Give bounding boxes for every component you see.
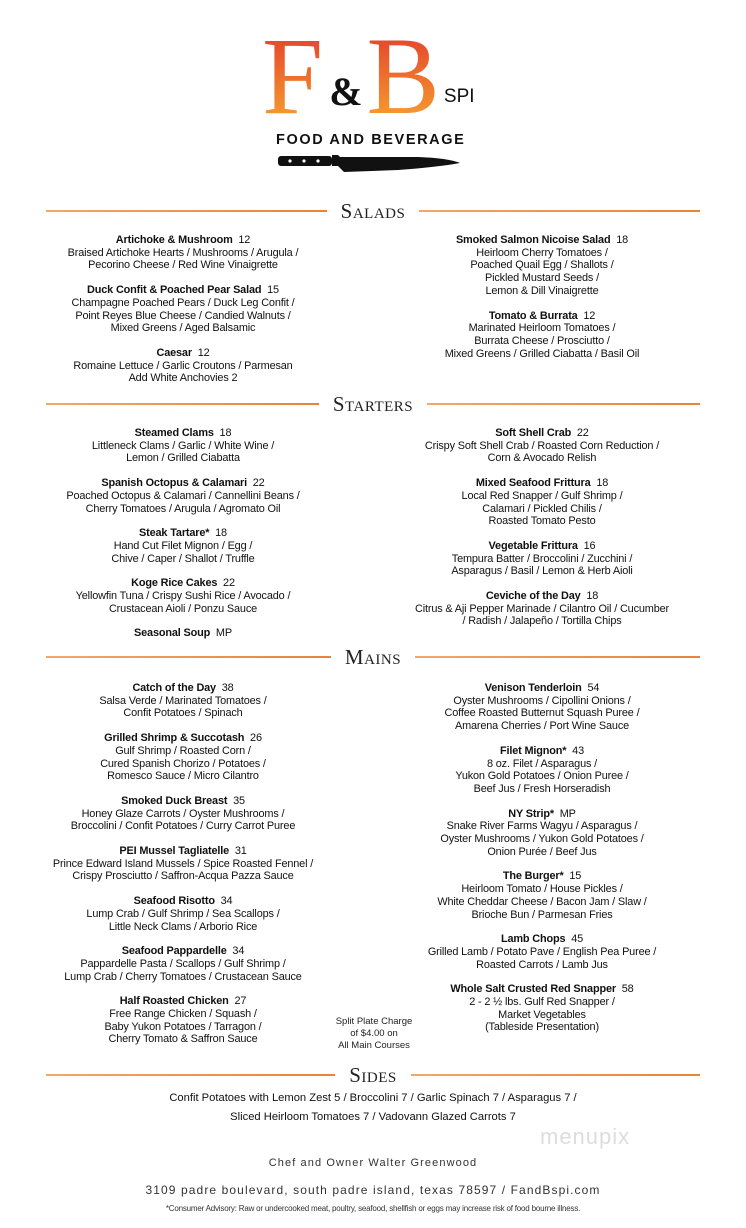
item-name: Soft Shell Crab	[495, 427, 572, 439]
item-price: 12	[197, 346, 210, 359]
item-name: Seasonal Soup	[134, 627, 211, 640]
item-name: Smoked Duck Breast	[121, 794, 228, 807]
watermark: menupix	[540, 1124, 631, 1149]
item-description-line: Point Reyes Blue Cheese / Candied Walnuts /	[75, 309, 291, 322]
item-price: 12	[238, 234, 251, 246]
item-price: 15	[267, 284, 279, 297]
item-description-line: Crustacean Aioli / Ponzu Sauce	[108, 602, 258, 615]
logo-spi: SPI	[443, 86, 475, 107]
item-description-line: Yukon Gold Potatoes / Onion Puree /	[455, 770, 629, 783]
item-price: 18	[219, 427, 232, 439]
item-description-line: Gulf Shrimp / Roasted Corn /	[115, 744, 251, 757]
menu-item	[33, 995, 333, 1046]
item-description-line: Poached Quail Egg / Shallots /	[470, 259, 614, 272]
item-description-line: Cured Spanish Chorizo / Potatoes /	[100, 757, 266, 770]
item-description-line: Marinated Heirloom Tomatoes /	[468, 322, 616, 335]
divider	[427, 403, 700, 405]
item-name: Spanish Octopus & Calamari	[101, 477, 247, 490]
item-name: Vegetable Frittura	[488, 539, 578, 552]
menu-item	[33, 427, 333, 465]
item-description-line: Lump Crab / Gulf Shrimp / Sea Scallops /	[86, 907, 280, 920]
address: 3109 padre boulevard, south padre island, texas 78597 / FandBspi.com	[145, 1183, 601, 1197]
item-description-line: Mixed Greens / Grilled Ciabatta / Basil Oil	[444, 347, 640, 360]
item-price: 27	[234, 995, 247, 1008]
item-description-line: Hand Cut Filet Mignon / Egg /	[113, 539, 253, 552]
item-name: Steamed Clams	[134, 427, 214, 439]
menu-item	[33, 795, 333, 833]
item-name: The Burger*	[502, 870, 564, 883]
item-name: Catch of the Day	[132, 682, 216, 694]
section-header-starters	[46, 391, 700, 416]
item-description-line: Asparagus / Basil / Lemon & Herb Aioli	[451, 565, 633, 578]
item-description-line: Littleneck Clams / Garlic / White Wine /	[91, 439, 275, 452]
item-description-line: Roasted Carrots / Lamb Jus	[476, 958, 608, 971]
logo-b: B	[366, 15, 440, 137]
item-price: 43	[572, 744, 584, 757]
item-description-line: Romesco Sauce / Micro Cilantro	[107, 770, 259, 783]
item-name: Smoked Salmon Nicoise Salad	[455, 234, 611, 246]
sides-line: Confit Potatoes with Lemon Zest 5 / Broccolini 7 / Garlic Spinach 7 / Asparagus 7 /	[169, 1092, 577, 1104]
item-description-line: Pappardelle Pasta / Scallops / Gulf Shrimp /	[80, 957, 286, 970]
section-header-sides	[46, 1062, 700, 1087]
item-price: 45	[571, 933, 584, 946]
item-price: 18	[586, 590, 599, 603]
item-description-line: Burrata Cheese / Prosciutto /	[474, 334, 610, 347]
item-description-line: Snake River Farms Wagyu / Asparagus /	[446, 820, 638, 833]
item-name: Ceviche of the Day	[485, 590, 581, 603]
chef-credit: Chef and Owner Walter Greenwood	[268, 1157, 478, 1169]
item-description-line: Amarena Cherries / Port Wine Sauce	[454, 720, 630, 733]
item-name: Venison Tenderloin	[484, 682, 582, 694]
item-description-line: Prince Edward Island Mussels / Spice Roasted Fennel /	[52, 857, 314, 870]
item-description-line: Local Red Snapper / Gulf Shrimp /	[461, 489, 623, 502]
item-description-line: Tempura Batter / Broccolini / Zucchini /	[451, 552, 633, 565]
item-price: 16	[583, 539, 596, 552]
item-description-line: Citrus & Aji Pepper Marinade / Cilantro Oil / Cucumber	[415, 602, 669, 615]
item-description-line: Cherry Tomato & Saffron Sauce	[108, 1033, 258, 1046]
divider	[411, 1074, 700, 1076]
item-description-line: Mixed Greens / Aged Balsamic	[110, 322, 256, 335]
item-description-line: Pickled Mustard Seeds /	[485, 272, 599, 285]
item-name: Seafood Pappardelle	[121, 945, 227, 958]
item-description-line: Confit Potatoes / Spinach	[123, 707, 243, 720]
item-price: 22	[252, 477, 265, 490]
item-description-line: Chive / Caper / Shallot / Truffle	[111, 552, 255, 565]
item-name: Grilled Shrimp & Succotash	[104, 732, 245, 745]
item-description-line: Free Range Chicken / Squash /	[109, 1008, 257, 1021]
item-name: Whole Salt Crusted Red Snapper	[450, 983, 616, 996]
menu-item	[392, 590, 692, 628]
split-plate-line: Split Plate Charge	[335, 1016, 413, 1027]
section-title: Sides	[349, 1062, 397, 1087]
menu-item	[33, 845, 333, 883]
starters-right-column	[392, 427, 692, 640]
item-description-line: Crispy Soft Shell Crab / Roasted Corn Reduction /	[424, 439, 660, 452]
divider	[46, 1074, 335, 1076]
starters-left-column	[33, 427, 333, 652]
item-description-line: Add White Anchovies 2	[128, 372, 238, 385]
sides-list	[0, 1089, 746, 1127]
item-description-line: Baby Yukon Potatoes / Tarragon /	[104, 1020, 262, 1033]
item-description-line: Little Neck Clams / Arborio Rice	[108, 920, 258, 933]
section-title: Mains	[344, 644, 402, 669]
item-description-line: Heirloom Tomato / House Pickles /	[461, 883, 623, 896]
item-price: 38	[221, 682, 234, 694]
item-price: 22	[576, 427, 589, 439]
item-price: 34	[232, 945, 245, 958]
section-title: Starters	[332, 391, 414, 416]
item-description-line: Lump Crab / Cherry Tomatoes / Crustacean Sauce	[64, 970, 302, 983]
split-plate-line: of $4.00 on	[350, 1028, 398, 1039]
item-description-line: Pecorino Cheese / Red Wine Vinaigrette	[88, 259, 278, 272]
item-description-line: Lemon / Grilled Ciabatta	[126, 452, 240, 465]
item-description-line: Crispy Prosciutto / Saffron-Acqua Pazza Sauce	[72, 870, 294, 883]
divider	[46, 403, 319, 405]
item-description-line: Brioche Bun / Parmesan Fries	[471, 908, 613, 921]
menu-item	[392, 745, 692, 796]
menu-item	[33, 577, 333, 615]
menu-item	[33, 234, 333, 272]
divider	[415, 656, 700, 658]
item-name: NY Strip*	[508, 807, 554, 820]
mains-left-column	[33, 682, 333, 1058]
item-description-line: Grilled Lamb / Potato Pave / English Pea Puree /	[427, 945, 657, 958]
item-name: Steak Tartare*	[139, 527, 210, 540]
section-header-mains	[46, 644, 700, 669]
menu-item	[33, 945, 333, 983]
item-description-line: White Cheddar Cheese / Bacon Jam / Slaw /	[437, 895, 647, 908]
item-name: Half Roasted Chicken	[119, 995, 229, 1008]
item-description-line: Cherry Tomatoes / Arugula / Agromato Oil	[85, 502, 281, 515]
item-price: 22	[223, 577, 235, 590]
item-price: 12	[583, 309, 596, 322]
menu-item	[392, 427, 692, 465]
menu-item	[33, 682, 333, 720]
item-description-line: (Tableside Presentation)	[485, 1021, 599, 1034]
item-name: PEI Mussel Tagliatelle	[119, 845, 230, 858]
item-description-line: Oyster Mushrooms / Yukon Gold Potatoes /	[440, 833, 644, 846]
item-description-line: Honey Glaze Carrots / Oyster Mushrooms /	[81, 807, 285, 820]
menu-item	[392, 234, 692, 298]
item-price: 15	[569, 870, 582, 883]
item-price: 31	[234, 845, 247, 858]
item-description-line: 8 oz. Filet / Asparagus /	[486, 757, 598, 770]
logo-f: F	[262, 15, 324, 137]
menu-item	[33, 527, 333, 565]
sides-line: Sliced Heirloom Tomatoes 7 / Vadovann Glazed Carrots 7	[230, 1111, 516, 1123]
item-description-line: Poached Octopus & Calamari / Cannellini Beans /	[66, 489, 300, 502]
item-description-line: Beef Jus / Fresh Horseradish	[473, 782, 611, 795]
item-description-line: Calamari / Pickled Chilis /	[482, 502, 602, 515]
item-description-line: Yellowfin Tuna / Crispy Sushi Rice / Avocado /	[75, 590, 291, 603]
split-plate-line: All Main Courses	[338, 1040, 410, 1051]
salads-left-column	[33, 234, 333, 397]
item-description-line: Corn & Avocado Relish	[487, 452, 597, 465]
item-name: Seafood Risotto	[133, 895, 215, 908]
section-header-salads	[46, 198, 700, 223]
item-description-line: / Radish / Jalapeño / Tortilla Chips	[462, 615, 622, 628]
item-description-line: Romaine Lettuce / Garlic Croutons / Parmesan	[73, 359, 293, 372]
divider	[46, 656, 331, 658]
item-name: Filet Mignon*	[499, 744, 567, 757]
item-description-line: 2 - 2 ½ lbs. Gulf Red Snapper /	[469, 996, 615, 1009]
menu-item	[392, 983, 692, 1034]
split-plate-note	[326, 1016, 422, 1052]
item-description-line: Oyster Mushrooms / Cipollini Onions /	[453, 694, 631, 707]
section-title: Salads	[340, 198, 406, 223]
item-description-line: Heirloom Cherry Tomatoes /	[476, 246, 608, 259]
menu-item	[33, 627, 333, 640]
restaurant-logo	[262, 15, 492, 180]
item-description-line: Market Vegetables	[498, 1008, 586, 1021]
item-description-line: Coffee Roasted Butternut Squash Puree /	[444, 707, 640, 720]
item-name: Tomato & Burrata	[488, 309, 578, 322]
item-price: 18	[215, 527, 227, 540]
item-price: MP	[215, 627, 232, 640]
item-price: 58	[621, 983, 634, 996]
item-price: 35	[233, 794, 245, 807]
item-description-line: Roasted Tomato Pesto	[488, 515, 596, 528]
divider	[419, 210, 700, 212]
item-price: 18	[616, 234, 629, 246]
menu-item	[33, 284, 333, 335]
item-price: MP	[559, 807, 576, 820]
item-description-line: Lemon & Dill Vinaigrette	[485, 284, 599, 297]
divider	[46, 210, 327, 212]
menu-item	[392, 870, 692, 921]
item-name: Artichoke & Mushroom	[115, 234, 233, 246]
menu-item	[392, 682, 692, 733]
item-price: 26	[250, 732, 262, 745]
menu-item	[33, 347, 333, 385]
mains-right-column	[392, 682, 692, 1046]
menu-item	[33, 477, 333, 515]
knife-icon	[278, 152, 460, 174]
logo-ampersand: &	[329, 69, 363, 114]
item-price: 18	[596, 477, 609, 490]
menu-item	[392, 808, 692, 859]
logo-tagline: FOOD AND BEVERAGE	[276, 132, 466, 148]
item-description-line: Champagne Poached Pears / Duck Leg Confit /	[71, 296, 295, 309]
menu-item	[392, 477, 692, 528]
logo-letters	[262, 15, 475, 137]
menu-item	[392, 933, 692, 971]
item-description-line: Salsa Verde / Marinated Tomatoes /	[99, 694, 267, 707]
item-name: Lamb Chops	[500, 933, 566, 946]
item-price: 34	[220, 895, 233, 908]
consumer-advisory: *Consumer Advisory: Raw or undercooked meat, poultry, seafood, shellfish or eggs may increase risk of food bourne illness.	[165, 1204, 581, 1213]
item-name: Duck Confit & Poached Pear Salad	[87, 284, 262, 297]
item-description-line: Broccolini / Confit Potatoes / Curry Carrot Puree	[70, 820, 296, 833]
salads-right-column	[392, 234, 692, 372]
menu-item	[33, 732, 333, 783]
item-name: Caesar	[156, 346, 192, 359]
item-name: Koge Rice Cakes	[131, 577, 218, 590]
item-description-line: Onion Purée / Beef Jus	[487, 845, 597, 858]
item-description-line: Braised Artichoke Hearts / Mushrooms / Arugula /	[67, 246, 299, 259]
menu-item	[392, 310, 692, 361]
item-price: 54	[587, 682, 600, 694]
menu-item	[33, 895, 333, 933]
menu-item	[392, 540, 692, 578]
item-name: Mixed Seafood Frittura	[475, 477, 591, 490]
